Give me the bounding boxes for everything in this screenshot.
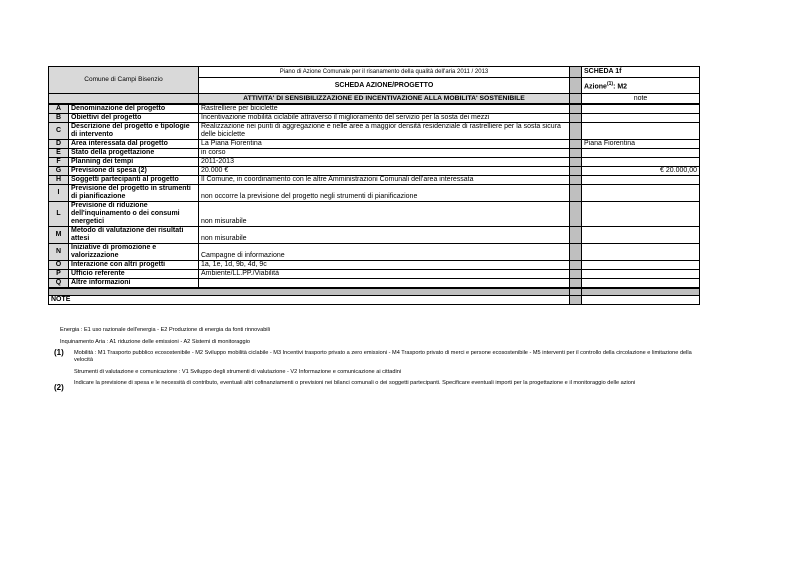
row-value: non occorre la previsione del progetto negli strumenti di pianificazione [199,185,570,202]
row-note [582,244,700,261]
row-letter: F [49,158,69,167]
row-label: Previsione del progetto in strumenti di pianificazione [69,185,199,202]
municipality-name: Comune di Campi Bisenzio [49,67,199,94]
separator-cell [570,78,582,94]
table-row [49,185,700,202]
separator-cell [570,158,582,167]
row-letter: P [49,270,69,279]
table-row [49,140,700,149]
row-note [582,123,700,140]
row-note [582,105,700,114]
notes-table [48,288,700,305]
row-note [582,279,700,288]
table-row [49,158,700,167]
row-letter: M [49,227,69,244]
row-value: 1a, 1e, 1d, 9b, 4d, 9c [199,261,570,270]
row-value: 2011-2013 [199,158,570,167]
separator-cell [570,185,582,202]
separator-cell [570,244,582,261]
row-letter: I [49,185,69,202]
row-value: in corso [199,149,570,158]
separator-cell [570,123,582,140]
row-note [582,261,700,270]
row-letter: D [49,140,69,149]
row-label: Metodo di valutazione dei risultati attesi [69,227,199,244]
footnote-spesa-text: Indicare la previsione di spesa e le necessità di contributo, eventuali altri cofinanziamenti o previsioni nei bilanci comunali o dei soggetti partecipanti. Specificare eventuali importi per la progettazione e il monitoraggio delle azioni [74,380,636,386]
row-note [582,185,700,202]
row-label: Previsione di spesa (2) [69,167,199,176]
row-value: Ambiente/LL.PP./Viabilità [199,270,570,279]
footnote-2-marker: (2) [54,383,64,392]
row-note [582,270,700,279]
separator-cell [570,67,582,78]
row-letter: B [49,114,69,123]
row-value: Il Comune, in coordinamento con le altre Amministrazioni Comunali dell'area interessata [199,176,570,185]
table-row [49,114,700,123]
row-label: Obiettivi del progetto [69,114,199,123]
row-note: € 20.000,00 [582,167,700,176]
separator-cell [570,227,582,244]
notes-header: note [582,94,700,104]
row-label: Descrizione del progetto e tipologie di intervento [69,123,199,140]
row-letter: A [49,105,69,114]
footnote-mobilita-text: Mobilità : M1 Trasporto pubblico ecosostenibile - M2 Sviluppo mobilità ciclabile - M3 Incentivi trasporto privato a zero emissioni - M4 Trasporto privato di merci e persone ecosostenibile - M5 interventi per il controllo della circolazione e limitazione della velocità [74,350,692,363]
separator-cell [570,149,582,158]
separator-cell [570,261,582,270]
table-row [49,123,700,140]
separator-cell [570,279,582,288]
row-letter: C [49,123,69,140]
table-row [49,227,700,244]
row-value: La Piana Fiorentina [199,140,570,149]
separator-cell [570,140,582,149]
row-note [582,202,700,227]
row-note [582,227,700,244]
footnote-1-marker: (1) [54,348,64,357]
row-label: Previsione di riduzione dell'inquinamento o dei consumi energetici [69,202,199,227]
row-value: non misurabile [199,202,570,227]
separator-cell [570,296,582,305]
separator-cell [570,289,582,296]
row-letter: G [49,167,69,176]
table-row [49,149,700,158]
action-sheet [48,66,699,305]
row-value: Realizzazione nei punti di aggregazione e nelle aree a maggior densità residenziale di rastrelliere per la sosta sicura delle biciclette [199,123,570,140]
plan-title: Piano di Azione Comunale per il risanamento della qualità dell'aria 2011 / 2013 [199,67,570,78]
row-letter: H [49,176,69,185]
row-letter: N [49,244,69,261]
notes-label: NOTE [49,296,570,305]
row-value: non misurabile [199,227,570,244]
row-label: Soggetti partecipanti al progetto [69,176,199,185]
row-letter: Q [49,279,69,288]
separator-cell [570,105,582,114]
footnote-inquinamento-text: Inquinamento Aria : A1 riduzione delle emissioni - A2 Sistemi di monitoraggio [60,339,250,345]
sheet-title: SCHEDA AZIONE/PROGETTO [199,78,570,94]
action-code [582,78,700,94]
row-note [582,176,700,185]
row-label: Planning dei tempi [69,158,199,167]
row-letter: L [49,202,69,227]
notes-value [582,296,700,305]
row-value [199,279,570,288]
row-label: Interazione con altri progetti [69,261,199,270]
category-title: ATTIVITA' DI SENSIBILIZZAZIONE ED INCENTIVAZIONE ALLA MOBILITA' SOSTENIBILE [199,94,570,104]
table-row [49,279,700,288]
separator-cell [570,202,582,227]
action-table [48,66,700,104]
table-row [49,176,700,185]
row-note [582,158,700,167]
table-row [49,167,700,176]
separator-cell [570,94,582,104]
filler-row [49,289,570,296]
row-letter: O [49,261,69,270]
row-label: Altre informazioni [69,279,199,288]
row-label: Ufficio referente [69,270,199,279]
table-row [49,270,700,279]
footnote-energia-text: Energia : E1 uso razionale dell'energia - E2 Produzione di energia da fonti rinnovabili [60,327,271,333]
table-row [49,202,700,227]
row-label: Area interessata dal progetto [69,140,199,149]
row-label: Denominazione del progetto [69,105,199,114]
separator-cell [570,176,582,185]
row-label: Iniziative di promozione e valorizzazione [69,244,199,261]
row-letter: E [49,149,69,158]
row-label: Stato della progettazione [69,149,199,158]
row-value: 20.000 € [199,167,570,176]
separator-cell [570,114,582,123]
row-value: Incentivazione mobilità ciclabile attraverso il miglioramento del servizio per la sosta dei mezzi [199,114,570,123]
row-note: Piana Fiorentina [582,140,700,149]
filler-row [582,289,700,296]
row-value: Rastrelliere per biciclette [199,105,570,114]
sheet-number: SCHEDA 1f [582,67,700,78]
category-spacer [49,94,199,104]
footnote-strumenti-text: Strumenti di valutazione e comunicazione : V1 Sviluppo degli strumenti di valutazione - V2 Informazione e comunicazione ai cittadini [74,369,402,375]
row-note [582,149,700,158]
rows-table [48,104,700,288]
action-label: Azione [584,83,607,91]
row-value: Campagne di informazione [199,244,570,261]
table-row [49,244,700,261]
action-footnote-ref: (1) [606,80,614,87]
table-row [49,261,700,270]
row-note [582,114,700,123]
action-code-value: : M2 [613,83,628,91]
separator-cell [570,270,582,279]
separator-cell [570,167,582,176]
table-row [49,105,700,114]
